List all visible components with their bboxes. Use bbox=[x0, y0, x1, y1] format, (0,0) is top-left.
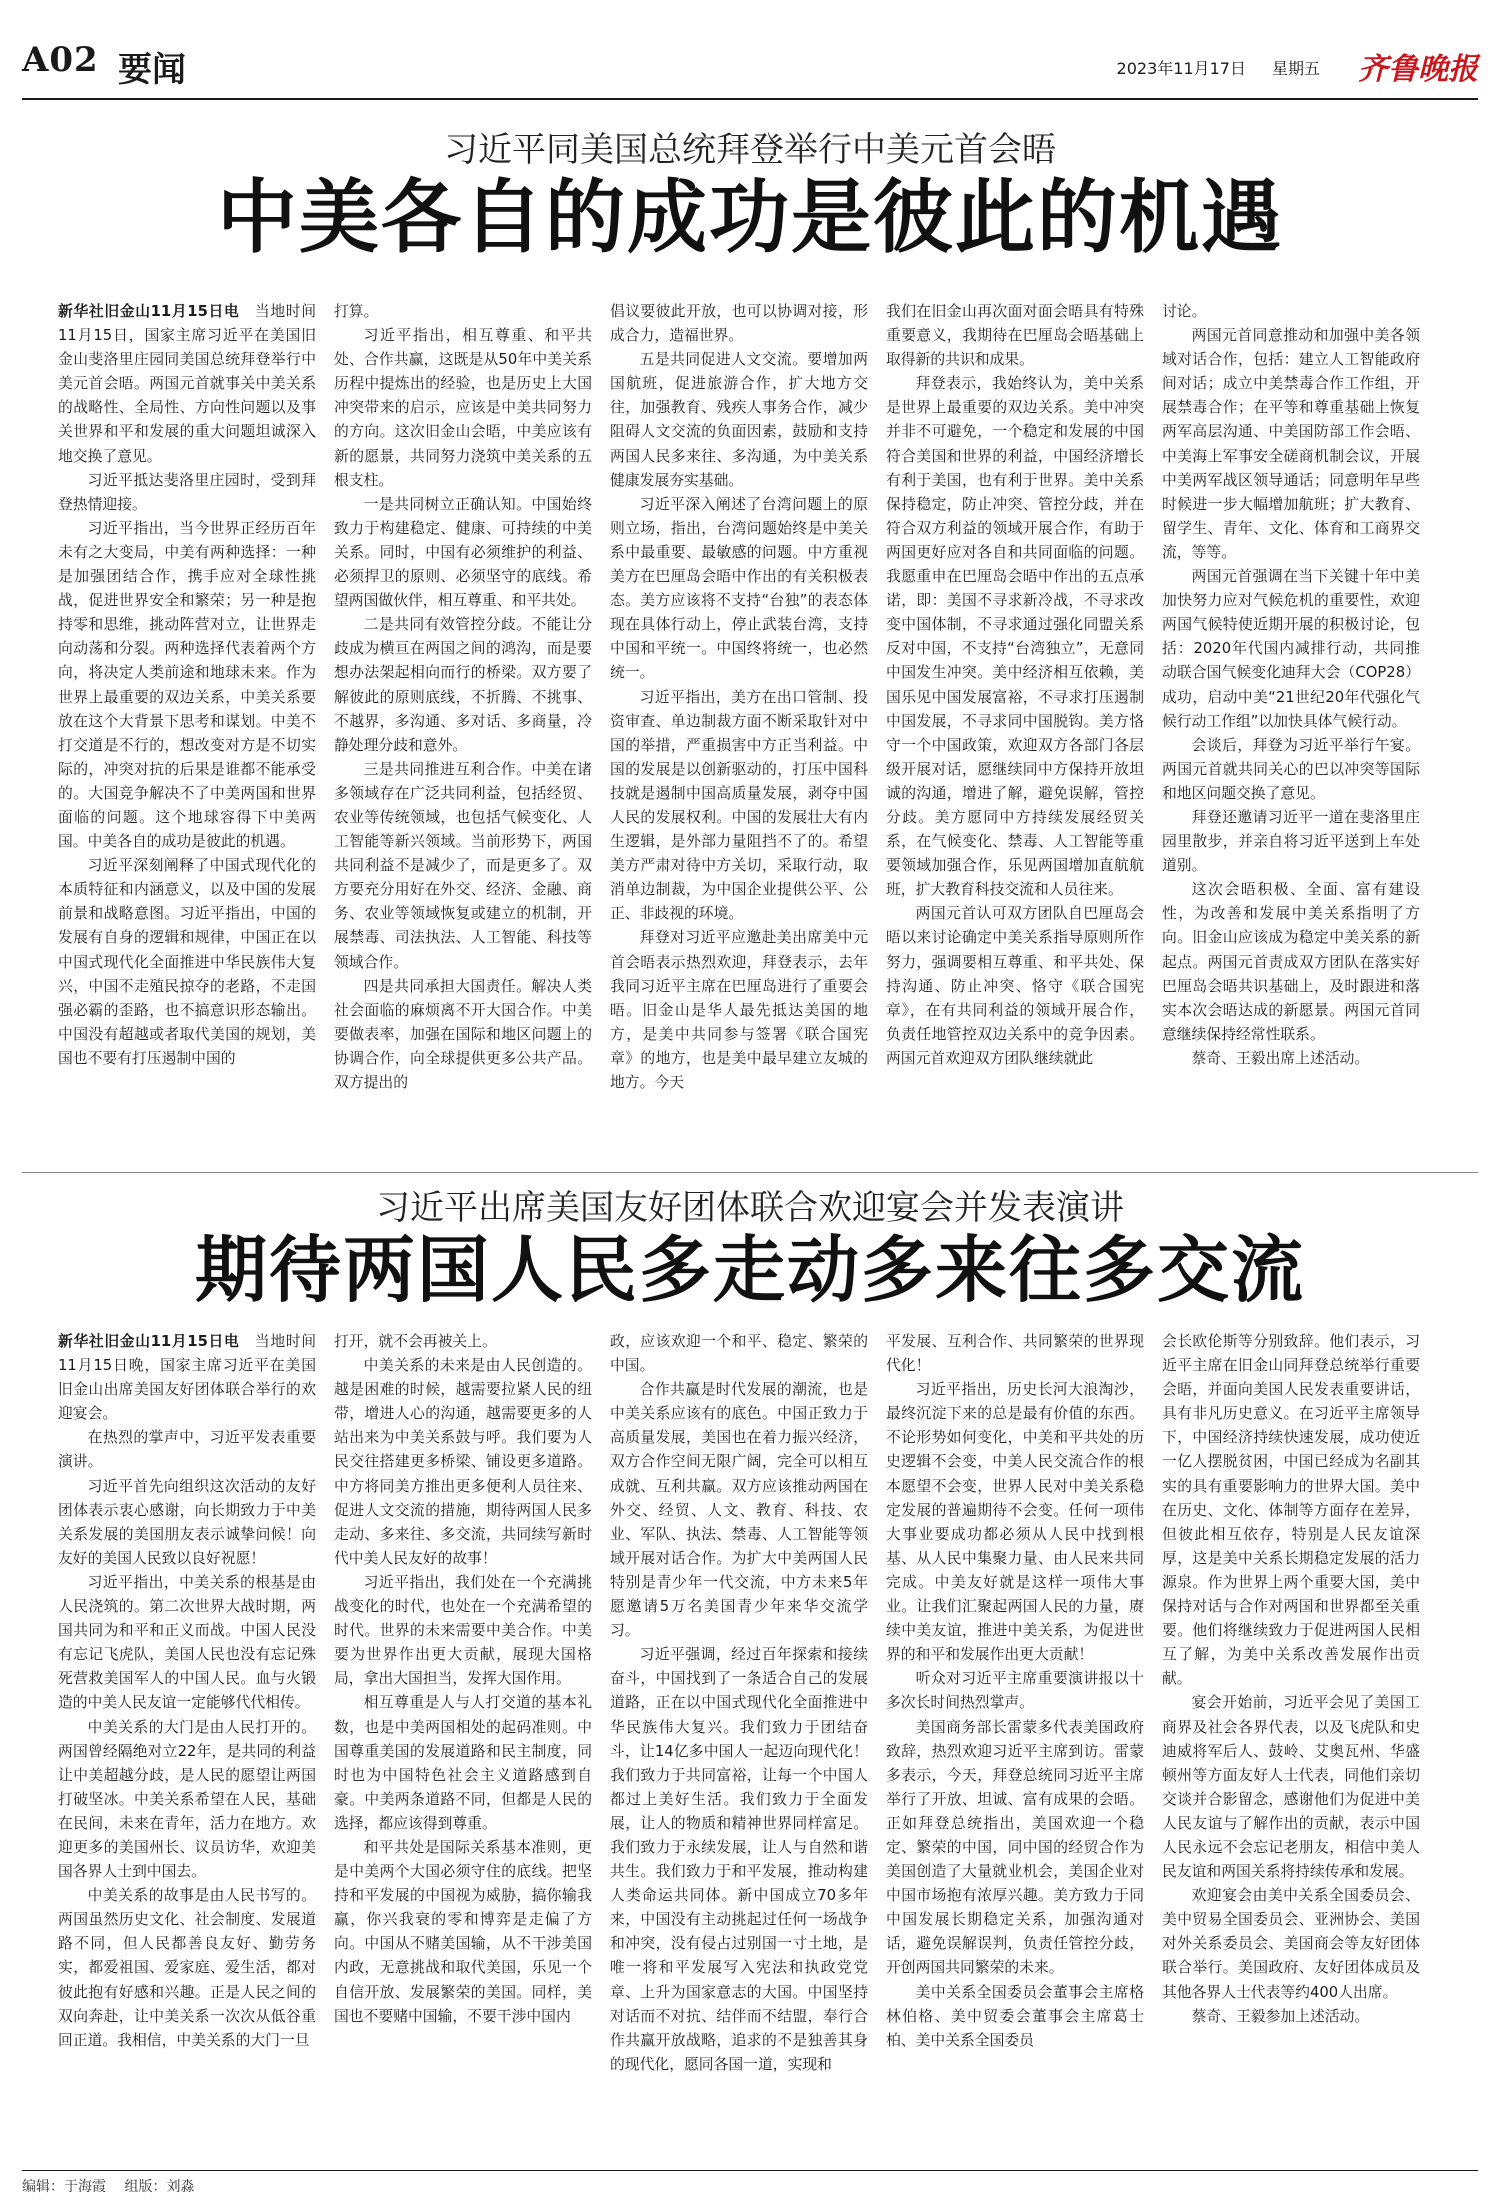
paragraph: 打算。 bbox=[334, 303, 379, 320]
paragraph: 习近平指出，美方在出口管制、投资审查、单边制裁方面不断采取针对中国的举措，严重损害中方正当利益。中国的发展是以创新驱动的，打压中国科技就是遏制中国高质量发展，剥夺中国人民的发展权利。中国的发展壮大有内生逻辑，是外部力量阻挡不了的。希望美方严肃对待中方关切，采取行动，取消单边制裁，为中国企业提供公平、公正、非歧视的环境。 bbox=[610, 688, 868, 923]
article1-column bbox=[886, 300, 1144, 1162]
paragraph: 听众对习近平主席重要演讲报以十多次长时间热烈掌声。 bbox=[886, 1670, 1144, 1712]
paragraph: 四是共同承担大国责任。解决人类社会面临的麻烦离不开大国合作。中美要做表率，加强在国际和地区问题上的协调合作，向全球提供更多公共产品。双方提出的 bbox=[334, 977, 592, 1091]
paragraph: 一是共同树立正确认知。中国始终致力于构建稳定、健康、可持续的中美关系。同时，中国有必须维护的利益、必须捍卫的原则、必须坚守的底线。希望两国做伙伴，相互尊重、和平共处。 bbox=[334, 495, 592, 610]
paragraph: 欢迎宴会由美中关系全国委员会、美中贸易全国委员会、亚洲协会、美国对外关系委员会、美国商会等友好团体联合举行。美国政府、友好团体成员及其他各界人士代表等约400人出席。 bbox=[1162, 1887, 1420, 2001]
article2-column bbox=[58, 1330, 316, 2162]
article2-title: 期待两国人民多走动多来往多交流 bbox=[194, 1227, 1305, 1312]
editor-credit: 编辑：于海霞 bbox=[22, 2179, 106, 2195]
layout-credit: 组版：刘淼 bbox=[124, 2179, 195, 2195]
paragraph: 讨论。 bbox=[1162, 303, 1207, 320]
paragraph: 会长欧伦斯等分别致辞。他们表示，习近平主席在旧金山同拜登总统举行重要会晤，并面向美国人民发表重要讲话，具有非凡历史意义。在习近平主席领导下，中国经济持续快速发展，成功使近一亿人摆脱贫困，中国已经成为名副其实的具有重要影响力的世界大国。美中在历史、文化、体制等方面存在差异，但彼此相互依存，特别是人民友谊深厚，这是美中关系长期稳定发展的活力源泉。作为世界上两个重要大国，美中保持对话与合作对两国和世界都至关重要。他们将继续致力于促进两国人民相互了解，为美中关系改善发展作出贡献。 bbox=[1162, 1333, 1420, 1688]
paragraph: 习近平指出，当今世界正经历百年未有之大变局，中美有两种选择：一种是加强团结合作，携手应对全球性挑战，促进世界安全和繁荣；另一种是抱持零和思维，挑动阵营对立，让世界走向动荡和分裂。两种选择代表着两个方向，将决定人类前途和地球未来。作为世界上最重要的双边关系，中美关系要放在这个大背景下思考和谋划。中美不打交道是不行的，想改变对方是不切实际的，冲突对抗的后果是谁都不能承受的。大国竞争解决不了中美两国和世界面临的问题。这个地球容得下中美两国。中美各自的成功是彼此的机遇。 bbox=[58, 519, 316, 851]
paragraph: 宴会开始前，习近平会见了美国工商界及社会各界代表，以及飞虎队和史迪威将军后人、鼓岭、艾奥瓦州、华盛顿州等方面友好人士代表，同他们亲切交谈并合影留念，感谢他们为促进中美人民友谊与了解作出的贡献，表示中国人民永远不会忘记老朋友，相信中美人民友谊和两国关系将持续传承和发展。 bbox=[1162, 1694, 1420, 1881]
paragraph bbox=[58, 300, 316, 469]
article2-column bbox=[1162, 1330, 1420, 2162]
issue-date: 2023年11月17日 bbox=[1116, 59, 1246, 78]
paragraph: 习近平指出，历史长河大浪淘沙，最终沉淀下来的总是最有价值的东西。不论形势如何变化，中美和平共处的历史逻辑不会变，中美人民交流合作的根本愿望不会变，世界人民对中美关系稳定发展的普遍期待不会变。任何一项伟大事业要成功都必须从人民中找到根基、从人民中集聚力量、由人民来共同完成。中美友好就是这样一项伟大事业。让我们汇聚起两国人民的力量，赓续中美友谊，推进中美关系，为促进世界的和平和发展作出更大贡献！ bbox=[886, 1381, 1144, 1664]
paragraph: 政，应该欢迎一个和平、稳定、繁荣的中国。 bbox=[610, 1333, 868, 1375]
paragraph: 和平共处是国际关系基本准则，更是中美两个大国必须守住的底线。把坚持和平发展的中国视为威胁，搞你输我赢，你兴我衰的零和博弈是走偏了方向。中国从不赌美国输，从不干涉美国内政，无意挑战和取代美国，乐见一个自信开放、发展繁荣的美国。同样，美国也不要赌中国输，不要干涉中国内 bbox=[334, 1838, 592, 2025]
paragraph: 两国元首强调在当下关键十年中美加快努力应对气候危机的重要性，欢迎两国气候特使近期开展的积极讨论，包括：2020年代国内减排行动，共同推动联合国气候变化迪拜大会（COP28）成功，启动中美“21世纪20年代强化气候行动工作组”以加快具体气候行动。 bbox=[1162, 568, 1420, 730]
paragraph: 三是共同推进互利合作。中美在诸多领域存在广泛共同利益，包括经贸、农业等传统领域，也包括气候变化、人工智能等新兴领域。当前形势下，两国共同利益不是减少了，而是更多了。双方要充分用好在外交、经济、金融、商务、农业等领域恢复或建立的机制，开展禁毒、司法执法、人工智能、科技等领域合作。 bbox=[334, 760, 592, 971]
article2-body bbox=[58, 1330, 1420, 2162]
paragraph: 蔡奇、王毅出席上述活动。 bbox=[1191, 1049, 1370, 1067]
paragraph: 中美关系的故事是由人民书写的。两国虽然历史文化、社会制度、发展道路不同，但人民都善良友好、勤劳务实，都爱祖国、爱家庭、爱生活，都对彼此抱有好感和兴趣。正是人民之间的双向奔赴，让中美关系一次次从低谷重回正道。我相信，中美关系的大门一旦 bbox=[58, 1887, 316, 2049]
newspaper-logo: 齐鲁晚报 bbox=[1358, 52, 1478, 87]
paragraph: 这次会晤积极、全面、富有建设性，为改善和发展中美关系指明了方向。旧金山应该成为稳定中美关系的新起点。两国元首责成双方团队在落实好巴厘岛会晤共识基础上，及时跟进和落实本次会晤达成的新愿景。两国元首同意继续保持经常性联系。 bbox=[1162, 881, 1420, 1043]
paragraph: 中美关系的大门是由人民打开的。两国曾经隔绝对立22年，是共同的利益让中美超越分歧，是人民的愿望让两国打破坚冰。中美关系希望在人民，基础在民间，未来在青年，活力在地方。欢迎更多的美国州长、议员访华，欢迎美国各界人士到中国去。 bbox=[58, 1718, 316, 1881]
paragraph: 两国元首同意推动和加强中美各领域对话合作，包括：建立人工智能政府间对话；成立中美禁毒合作工作组，开展禁毒合作；在平等和尊重基础上恢复两军高层沟通、中美国防部工作会晤、中美海上军事安全磋商机制会议，开展中美两军战区领导通话；同意明年早些时候进一步大幅增加航班；扩大教育、留学生、青年、文化、体育和工商界交流，等等。 bbox=[1162, 327, 1420, 561]
dateline: 新华社旧金山11月15日电 bbox=[58, 1333, 255, 1350]
paragraph: 中美关系的未来是由人民创造的。越是困难的时候，越需要拉紧人民的纽带，增进人心的沟通，越需要更多的人站出来为中美关系鼓与呼。我们要为人民交往搭建更多桥梁、铺设更多道路。中方将同美方推出更多便利人员往来、促进人文交流的措施，期待两国人民多走动、多来往、多交流，共同续写新时代中美人民友好的故事！ bbox=[334, 1357, 592, 1567]
paragraph: 合作共赢是时代发展的潮流，也是中美关系应该有的底色。中国正致力于高质量发展，美国也在着力振兴经济，双方合作空间无限广阔，完全可以相互成就、互利共赢。双方应该推动两国在外交、经贸、人文、教育、科技、农业、军队、执法、禁毒、人工智能等领域开展对话合作。为扩大中美两国人民特别是青少年一代交流，中方未来5年愿邀请5万名美国青少年来华交流学习。 bbox=[610, 1381, 868, 1640]
article1-title: 中美各自的成功是彼此的机遇 bbox=[217, 170, 1283, 264]
paragraph: 会谈后，拜登为习近平举行午宴。两国元首就共同关心的巴以冲突等国际和地区问题交换了意见。 bbox=[1162, 736, 1420, 802]
paragraph: 习近平指出，我们处在一个充满挑战变化的时代，也处在一个充满希望的时代。世界的未来需要中美合作。中美要为世界作出更大贡献，展现大国格局，拿出大国担当，发挥大国作用。 bbox=[334, 1573, 592, 1688]
article1-column bbox=[334, 300, 592, 1162]
paragraph: 二是共同有效管控分歧。不能让分歧成为横亘在两国之间的鸿沟，而是要想办法架起相向而行的桥梁。双方要了解彼此的原则底线，不折腾、不挑事、不越界，多沟通、多对话、多商量，冷静处理分歧和意外。 bbox=[334, 616, 592, 754]
paragraph: 平发展、互利合作、共同繁荣的世界现代化！ bbox=[886, 1333, 1144, 1375]
footer-rule bbox=[22, 2170, 1478, 2171]
paragraph: 习近平深入阐述了台湾问题上的原则立场，指出，台湾问题始终是中美关系中最重要、最敏感的问题。中方重视美方在巴厘岛会晤中作出的有关积极表态。美方应该将不支持“台独”的表态体现在具体行动上，停止武装台湾，支持中国和平统一。中国终将统一，也必然统一。 bbox=[610, 495, 868, 682]
lead-text: 当地时间11月15日，国家主席习近平在美国旧金山斐洛里庄园同美国总统拜登举行中美元首会晤。两国元首就事关中美关系的战略性、全局性、方向性问题以及事关世界和平和发展的重大问题坦诚深入地交换了意见。 bbox=[58, 303, 316, 465]
paragraph: 在热烈的掌声中，习近平发表重要演讲。 bbox=[58, 1429, 316, 1471]
article2-column bbox=[334, 1330, 592, 2162]
section-name: 要闻 bbox=[118, 50, 186, 90]
issue-weekday: 星期五 bbox=[1271, 59, 1320, 78]
article1-column bbox=[58, 300, 316, 1162]
paragraph bbox=[58, 1330, 316, 1426]
article2-column bbox=[886, 1330, 1144, 2162]
paragraph: 蔡奇、王毅参加上述活动。 bbox=[1191, 2007, 1370, 2025]
paragraph: 五是共同促进人文交流。要增加两国航班，促进旅游合作，扩大地方交往，加强教育、残疾人事务合作，减少阻碍人文交流的负面因素，鼓励和支持两国人民多来往、多沟通，为中美关系健康发展夯实基础。 bbox=[610, 351, 868, 489]
masthead-rule bbox=[22, 98, 1478, 100]
article2-subtitle: 习近平出席美国友好团体联合欢迎宴会并发表演讲 bbox=[376, 1188, 1124, 1228]
paragraph: 打开，就不会再被关上。 bbox=[334, 1333, 497, 1350]
article1-column bbox=[1162, 300, 1420, 1162]
masthead bbox=[22, 38, 1478, 94]
paragraph: 习近平指出，中美关系的根基是由人民浇筑的。第二次世界大战时期，两国共同为和平和正义而战。中国人民没有忘记飞虎队，美国人民也没有忘记殊死营救美国军人的中国人民。血与火锻造的中美人民友谊一定能够代代相传。 bbox=[58, 1573, 316, 1712]
paragraph: 相互尊重是人与人打交道的基本礼数，也是中美两国相处的起码准则。中国尊重美国的发展道路和民主制度，同时也为中国特色社会主义道路感到自豪。中美两条道路不同，但都是人民的选择，都应该得到尊重。 bbox=[334, 1694, 592, 1832]
dateline: 新华社旧金山11月15日电 bbox=[58, 303, 255, 320]
paragraph: 两国元首认可双方团队自巴厘岛会晤以来讨论确定中美关系指导原则所作努力，强调要相互尊重、和平共处、保持沟通、防止冲突、恪守《联合国宪章》，在有共同利益的领域开展合作，负责任地管控双边关系中的竞争因素。两国元首欢迎双方团队继续就此 bbox=[886, 905, 1144, 1067]
page-number: A02 bbox=[22, 40, 99, 80]
paragraph: 习近平指出，相互尊重、和平共处、合作共赢，这既是从50年中美关系历程中提炼出的经验，也是历史上大国冲突带来的启示，应该是中美共同努力的方向。这次旧金山会晤，中美应该有新的愿景，共同努力浇筑中美关系的五根支柱。 bbox=[334, 327, 592, 489]
paragraph: 习近平深刻阐释了中国式现代化的本质特征和内涵意义，以及中国的发展前景和战略意图。习近平指出，中国的发展有自身的逻辑和规律，中国正在以中国式现代化全面推进中华民族伟大复兴，中国不走殖民掠夺的老路，不走国强必霸的歪路，也不搞意识形态输出。中国没有超越或者取代美国的规划，美国也不要有打压遏制中国的 bbox=[58, 857, 316, 1067]
paragraph: 拜登对习近平应邀赴美出席美中元首会晤表示热烈欢迎，拜登表示，去年我同习近平主席在巴厘岛进行了重要会晤。旧金山是华人最先抵达美国的地方，是美中共同参与签署《联合国宪章》的地方，也是美中最早建立友城的地方。今天 bbox=[610, 929, 868, 1091]
paragraph: 拜登表示，我始终认为，美中关系是世界上最重要的双边关系。美中冲突并非不可避免，一个稳定和发展的中国符合美国和世界的利益，中国经济增长有利于美国，也有利于世界。美中关系保持稳定，防止冲突、管控分歧，并在符合双方利益的领域开展合作，有助于两国更好应对各自和共同面临的问题。我愿重申在巴厘岛会晤中作出的五点承诺，即：美国不寻求新冷战，不寻求改变中国体制，不寻求通过强化同盟关系反对中国，不支持“台湾独立”，无意同中国发生冲突。美中经济相互依赖，美国乐见中国发展富裕，不寻求打压遏制中国发展，不寻求同中国脱钩。美方恪守一个中国政策，欢迎双方各部门各层级开展对话，愿继续同中方保持开放坦诚的沟通，增进了解，避免误解，管控分歧。美方愿同中方持续发展经贸关系，在气候变化、禁毒、人工智能等重要领域加强合作，乐见两国增加直航航班，扩大教育科技交流和人员往来。 bbox=[886, 375, 1144, 899]
paragraph: 习近平抵达斐洛里庄园时，受到拜登热情迎接。 bbox=[58, 471, 316, 513]
article1-body bbox=[58, 300, 1420, 1162]
paragraph: 拜登还邀请习近平一道在斐洛里庄园里散步，并亲自将习近平送到上车处道别。 bbox=[1162, 808, 1420, 875]
paragraph: 习近平首先向组织这次活动的友好团体表示衷心感谢，向长期致力于中美关系发展的美国朋友表示诚挚问候！向友好的美国人民致以良好祝愿！ bbox=[58, 1477, 316, 1567]
page-footer bbox=[22, 2176, 208, 2196]
paragraph: 倡议要彼此开放，也可以协调对接，形成合力，造福世界。 bbox=[610, 303, 868, 345]
paragraph: 美国商务部长雷蒙多代表美国政府致辞，热烈欢迎习近平主席到访。雷蒙多表示，今天，拜登总统同习近平主席举行了开放、坦诚、富有成果的会晤。正如拜登总统指出，美国欢迎一个稳定、繁荣的中国，同中国的经贸合作为美国创造了大量就业机会，美国企业对中国市场抱有浓厚兴趣。美方致力于同中国发展长期稳定关系，加强沟通对话，避免误解误判，负责任管控分歧，开创两国共同繁荣的未来。 bbox=[886, 1718, 1144, 1977]
article1-subtitle: 习近平同美国总统拜登举行中美元首会晤 bbox=[444, 130, 1056, 170]
paragraph: 美中关系全国委员会董事会主席格林伯格、美中贸委会董事会主席葛士柏、美中关系全国委员 bbox=[886, 1983, 1144, 2049]
paragraph: 习近平强调，经过百年探索和接续奋斗，中国找到了一条适合自己的发展道路，正在以中国式现代化全面推进中华民族伟大复兴。我们致力于团结奋斗，让14亿多中国人一起迈向现代化！我们致力于共同富裕，让每一个中国人都过上美好生活。我们致力于全面发展，让人的物质和精神世界同样富足。我们致力于永续发展，让人与自然和谐共生。我们致力于和平发展，推动构建人类命运共同体。新中国成立70多年来，中国没有主动挑起过任何一场战争和冲突，没有侵占过别国一寸土地，是唯一将和平发展写入宪法和执政党党章、上升为国家意志的大国。中国坚持对话而不对抗、结伴而不结盟，奉行合作共赢开放战略，追求的不是独善其身的现代化，愿同各国一道，实现和 bbox=[610, 1646, 868, 2073]
article-divider bbox=[22, 1172, 1478, 1173]
article2-column bbox=[610, 1330, 868, 2162]
paragraph: 我们在旧金山再次面对面会晤具有特殊重要意义，我期待在巴厘岛会晤基础上取得新的共识和成果。 bbox=[886, 303, 1144, 369]
article1-column bbox=[610, 300, 868, 1162]
lead-text: 当地时间11月15日晚，国家主席习近平在美国旧金山出席美国友好团体联合举行的欢迎宴会。 bbox=[58, 1333, 316, 1423]
